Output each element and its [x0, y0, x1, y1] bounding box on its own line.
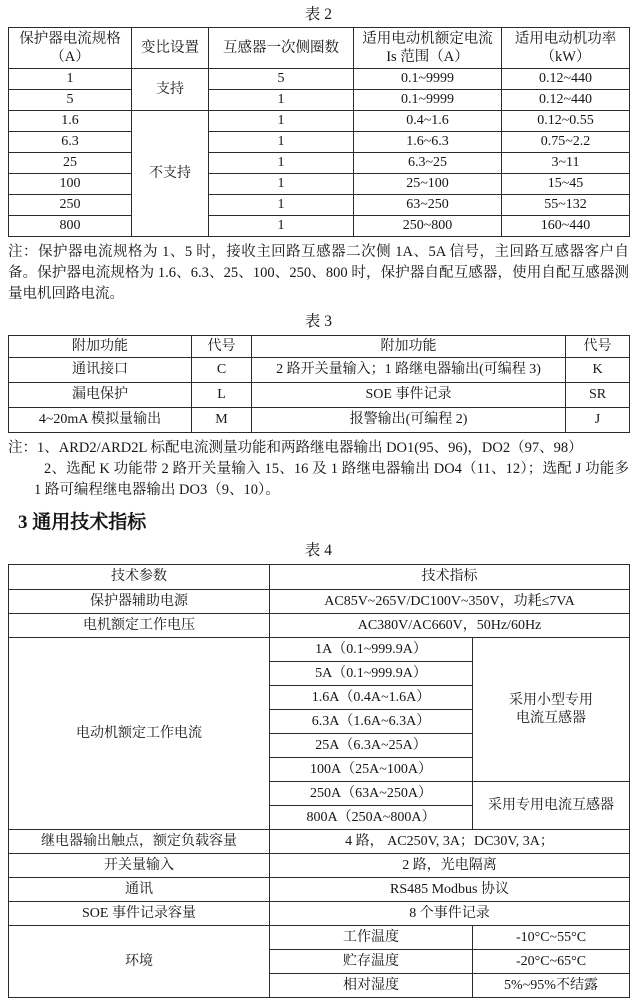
cell-current-spec: 1A（0.1~999.9A）	[270, 638, 473, 662]
cell-spec: 5	[9, 90, 132, 111]
cell-function: 2 路开关量输入；1 路继电器输出(可编程 3)	[252, 358, 566, 383]
cell-turns: 1	[209, 216, 354, 237]
cell-comm-value: RS485 Modbus 协议	[270, 878, 630, 902]
cell-current-spec: 1.6A（0.4A~1.6A）	[270, 686, 473, 710]
cell-current-spec: 100A（25A~100A）	[270, 758, 473, 782]
cell-current-spec: 800A（250A~800A）	[270, 806, 473, 830]
cell-current-spec: 250A（63A~250A）	[270, 782, 473, 806]
cell-spec: 100	[9, 174, 132, 195]
cell-spec: 250	[9, 195, 132, 216]
table-row	[9, 878, 630, 902]
table-row	[9, 383, 630, 408]
table-row	[9, 638, 630, 662]
cell-is-range: 0.1~9999	[354, 69, 502, 90]
cell-function: SOE 事件记录	[252, 383, 566, 408]
table-row	[9, 153, 630, 174]
cell-code: J	[566, 408, 630, 433]
cell-ct-special: 采用专用电流互感器	[473, 782, 630, 830]
cell-env-name: 工作温度	[270, 926, 473, 950]
cell-code: K	[566, 358, 630, 383]
table4-title: 表 4	[304, 542, 333, 559]
col-header-index: 技术指标	[270, 565, 630, 590]
table2-note-text: 注：保护器电流规格为 1、5 时，接收主回路互感器二次侧 1A、5A 信号，主回路互感器客户自备。保护器电流规格为 1.6、6.3、25、100、250、800 时，保护器自配互感器，使用自配互感器测量电机回路电流。	[8, 244, 629, 302]
col-header-power: 适用电动机功率（kW）	[502, 28, 630, 69]
cell-is-range: 0.1~9999	[354, 90, 502, 111]
cell-ratio-not-support: 不支持	[132, 111, 209, 237]
cell-power: 0.75~2.2	[502, 132, 630, 153]
cell-is-range: 0.4~1.6	[354, 111, 502, 132]
table-row	[9, 614, 630, 638]
cell-relay-output-label: 继电器输出触点，额定负载容量	[9, 830, 270, 854]
cell-function: 4~20mA 模拟量输出	[9, 408, 192, 433]
cell-is-range: 1.6~6.3	[354, 132, 502, 153]
table-row	[9, 132, 630, 153]
ct-small-line1: 采用小型专用	[509, 693, 593, 708]
table2-note	[8, 242, 629, 305]
table-row	[9, 90, 630, 111]
table-row	[9, 195, 630, 216]
cell-current-spec: 5A（0.1~999.9A）	[270, 662, 473, 686]
cell-code: C	[192, 358, 252, 383]
cell-ratio-support: 支持	[132, 69, 209, 111]
cell-turns: 1	[209, 90, 354, 111]
cell-rated-voltage-value: AC380V/AC660V，50Hz/60Hz	[270, 614, 630, 638]
cell-turns: 5	[209, 69, 354, 90]
cell-aux-power-value: AC85V~265V/DC100V~350V，功耗≤7VA	[270, 590, 630, 614]
cell-power: 0.12~440	[502, 90, 630, 111]
cell-spec: 1	[9, 69, 132, 90]
table-row	[9, 902, 630, 926]
cell-power: 0.12~0.55	[502, 111, 630, 132]
cell-is-range: 6.3~25	[354, 153, 502, 174]
cell-function: 漏电保护	[9, 383, 192, 408]
table3-note-line2: 2、选配 K 功能带 2 路开关量输入 15、16 及 1 路继电器输出 DO4（11、12）；选配 J 功能多 1 路可编程继电器输出 DO3（9、10）。	[34, 461, 629, 498]
col-header-is-range: 适用电动机额定电流 Is 范围（A）	[354, 28, 502, 69]
cell-turns: 1	[209, 174, 354, 195]
cell-power: 55~132	[502, 195, 630, 216]
table-row	[9, 358, 630, 383]
cell-soe-value: 8 个事件记录	[270, 902, 630, 926]
table-row	[9, 174, 630, 195]
cell-power: 3~11	[502, 153, 630, 174]
cell-digital-input-label: 开关量输入	[9, 854, 270, 878]
col-header-turns: 互感器一次侧圈数	[209, 28, 354, 69]
cell-env-value: -20°C~65°C	[473, 950, 630, 974]
cell-code: L	[192, 383, 252, 408]
table-row	[9, 216, 630, 237]
table-row	[9, 926, 630, 950]
cell-comm-label: 通讯	[9, 878, 270, 902]
table2-title: 表 2	[304, 6, 333, 23]
col-header-function-left: 附加功能	[9, 336, 192, 358]
col-header-ratio: 变比设置	[132, 28, 209, 69]
col-header-code-right: 代号	[566, 336, 630, 358]
cell-spec: 25	[9, 153, 132, 174]
cell-is-range: 63~250	[354, 195, 502, 216]
table2-header-row	[9, 28, 630, 69]
cell-spec: 1.6	[9, 111, 132, 132]
cell-turns: 1	[209, 111, 354, 132]
table-row	[9, 69, 630, 90]
col-header-code-left: 代号	[192, 336, 252, 358]
cell-function: 报警输出(可编程 2)	[252, 408, 566, 433]
cell-rated-voltage-label: 电机额定工作电压	[9, 614, 270, 638]
cell-environment-label: 环境	[9, 926, 270, 998]
cell-power: 0.12~440	[502, 69, 630, 90]
table3	[8, 335, 630, 433]
cell-power: 160~440	[502, 216, 630, 237]
table-row	[9, 830, 630, 854]
cell-soe-label: SOE 事件记录容量	[9, 902, 270, 926]
cell-env-name: 贮存温度	[270, 950, 473, 974]
cell-relay-output-value: 4 路， AC250V, 3A；DC30V, 3A；	[270, 830, 630, 854]
table-row	[9, 590, 630, 614]
cell-rated-current-label: 电动机额定工作电流	[9, 638, 270, 830]
table3-note-line1: 注：1、ARD2/ARD2L 标配电流测量功能和两路继电器输出 DO1(95、96)，DO2（97、98）	[8, 440, 583, 456]
table2	[8, 27, 630, 237]
cell-current-spec: 25A（6.3A~25A）	[270, 734, 473, 758]
section-heading: 3 通用技术指标	[18, 512, 147, 533]
ct-small-line2: 电流互感器	[516, 710, 586, 726]
cell-code: M	[192, 408, 252, 433]
table-row	[9, 408, 630, 433]
table3-title: 表 3	[304, 313, 333, 330]
cell-env-value: 5%~95%不结露	[473, 974, 630, 998]
cell-env-name: 相对湿度	[270, 974, 473, 998]
table3-note	[8, 438, 629, 501]
cell-aux-power-label: 保护器辅助电源	[9, 590, 270, 614]
cell-current-spec: 6.3A（1.6A~6.3A）	[270, 710, 473, 734]
col-header-function-right: 附加功能	[252, 336, 566, 358]
cell-digital-input-value: 2 路，光电隔离	[270, 854, 630, 878]
col-header-parameter: 技术参数	[9, 565, 270, 590]
table3-header-row	[9, 336, 630, 358]
cell-turns: 1	[209, 132, 354, 153]
table4	[8, 564, 630, 998]
cell-function: 通讯接口	[9, 358, 192, 383]
cell-code: SR	[566, 383, 630, 408]
col-header-spec: 保护器电流规格（A）	[9, 28, 132, 69]
table-row	[9, 111, 630, 132]
cell-is-range: 25~100	[354, 174, 502, 195]
cell-env-value: -10°C~55°C	[473, 926, 630, 950]
table4-header-row	[9, 565, 630, 590]
cell-power: 15~45	[502, 174, 630, 195]
table-row	[9, 854, 630, 878]
cell-turns: 1	[209, 195, 354, 216]
cell-spec: 6.3	[9, 132, 132, 153]
cell-spec: 800	[9, 216, 132, 237]
cell-is-range: 250~800	[354, 216, 502, 237]
cell-turns: 1	[209, 153, 354, 174]
cell-ct-small	[473, 638, 630, 782]
